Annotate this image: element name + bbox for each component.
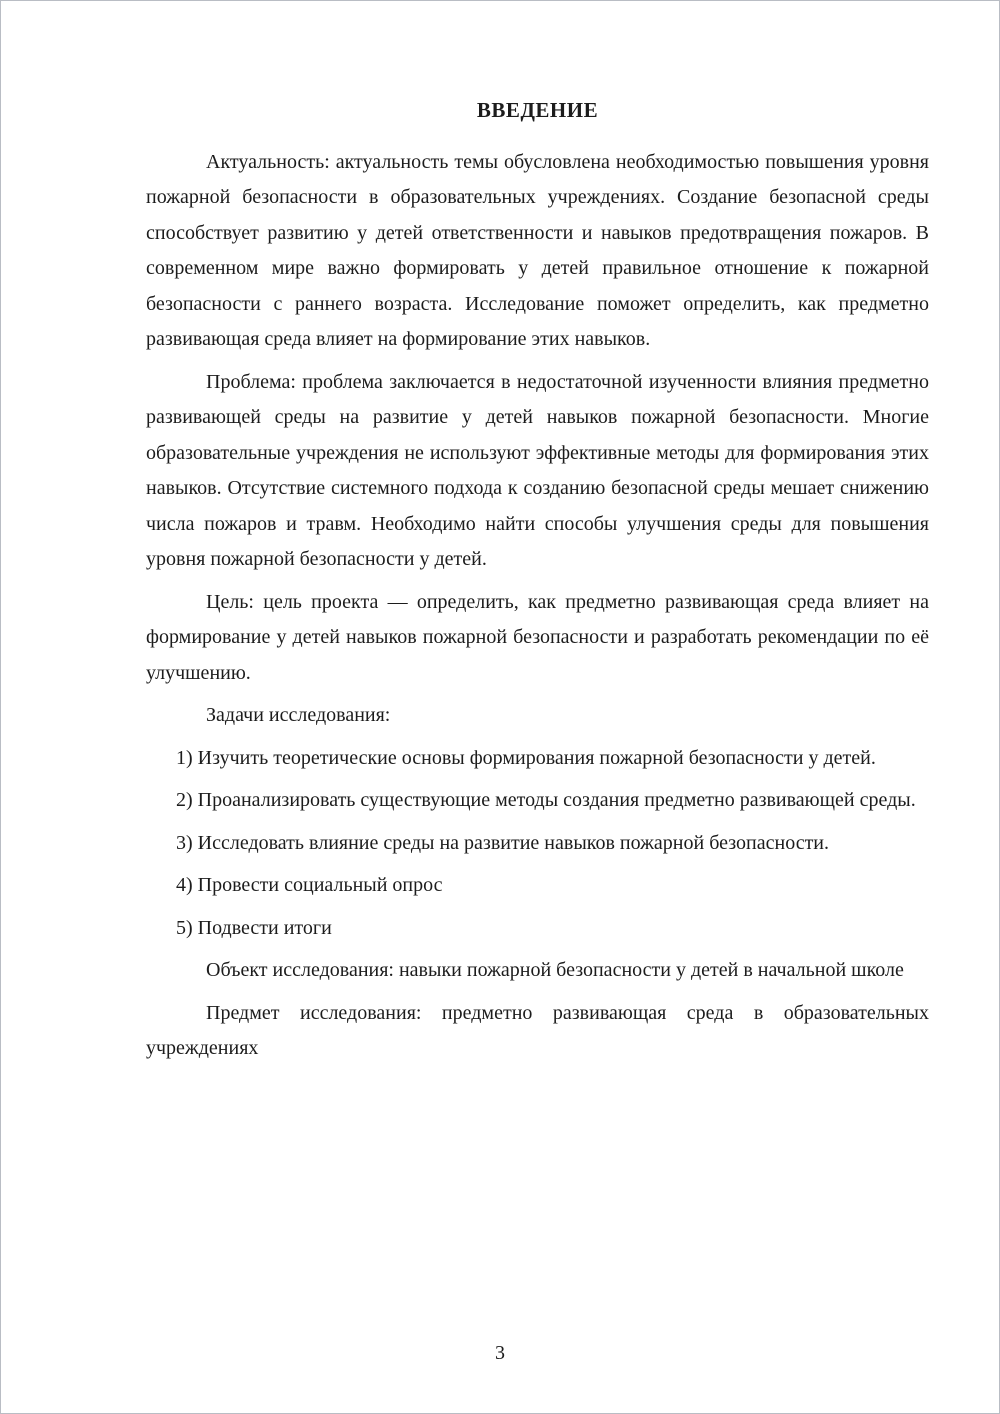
paragraph-goal: Цель: цель проекта — определить, как предметно развивающая среда влияет на формирование у детей навыков пожарной безопасности и разработать рекомендации по её улучшению. xyxy=(146,590,929,684)
paragraph-subject: Предмет исследования: предметно развивающая среда в образовательных учреждениях xyxy=(146,1001,929,1059)
paragraph-actuality: Актуальность: актуальность темы обусловлена необходимостью повышения уровня пожарной безопасности в образовательных учреждениях. Создание безопасной среды способствует развитию у детей ответственности и навыков предотвращения пожаров. В современном мире важно формировать у детей правильное отношение к пожарной безопасности с раннего возраста. Исследование поможет определить, как предметно развивающая среда влияет на формирование этих навыков. xyxy=(146,150,929,350)
task-item-2: 2) Проанализировать существующие методы создания предметно развивающей среды. xyxy=(176,789,916,811)
page-number: 3 xyxy=(495,1342,505,1364)
paragraph-problem: Проблема: проблема заключается в недостаточной изученности влияния предметно развивающей среды на развитие у детей навыков пожарной безопасности. Многие образовательные учреждения не используют эффективные методы для формирования этих навыков. Отсутствие системного подхода к созданию безопасной среды мешает снижению числа пожаров и травм. Необходимо найти способы улучшения среды для повышения уровня пожарной безопасности у детей. xyxy=(146,370,929,570)
paragraph-tasks-heading: Задачи исследования: xyxy=(206,704,391,726)
document-title: ВВЕДЕНИЕ xyxy=(476,98,599,122)
paragraph-object: Объект исследования: навыки пожарной безопасности у детей в начальной школе xyxy=(206,959,904,981)
task-item-4: 4) Провести социальный опрос xyxy=(176,874,443,896)
task-item-1: 1) Изучить теоретические основы формирования пожарной безопасности у детей. xyxy=(176,746,876,769)
document-content xyxy=(146,93,929,1074)
task-item-3: 3) Исследовать влияние среды на развитие навыков пожарной безопасности. xyxy=(176,831,830,854)
task-item-5: 5) Подвести итоги xyxy=(176,916,332,939)
